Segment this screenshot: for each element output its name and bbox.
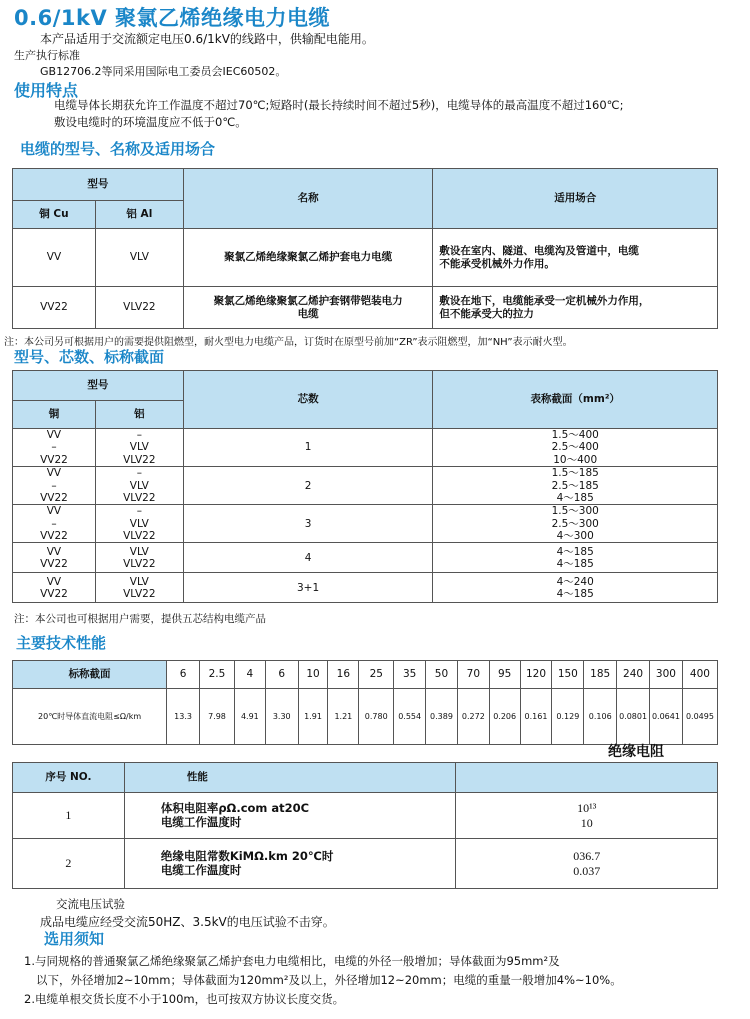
resistance-cell: 7.98 (200, 689, 235, 745)
resistance-cell: 4.91 (234, 689, 265, 745)
cell-cu: VV22 (13, 287, 96, 329)
section-cell: 95 (489, 661, 520, 689)
insulation-header-value (456, 763, 718, 793)
table-row (13, 467, 718, 505)
cell-cores: 4 (183, 543, 433, 573)
cell-cu: VV VV22 (13, 573, 96, 603)
table-row (13, 543, 718, 573)
tech-heading: 主要技术性能 (16, 634, 107, 652)
cell-cu: VV VV22 (13, 543, 96, 573)
models-heading: 电缆的型号、名称及适用场合 (20, 140, 216, 158)
cell-cores: 1 (183, 429, 433, 467)
section-cell: 400 (682, 661, 717, 689)
cell-value: 036.7 0.037 (456, 839, 718, 889)
cell-no: 1 (13, 793, 125, 839)
table-row (13, 429, 718, 467)
standard-text: GB12706.2等同采用国际电工委员会IEC60502。 (40, 65, 287, 78)
resistance-cell: 0.129 (552, 689, 584, 745)
models-header-cu: 铜 Cu (13, 201, 96, 229)
table-row (13, 793, 718, 839)
models-header-model: 型号 (13, 169, 184, 201)
cell-name: 聚氯乙烯绝缘聚氯乙烯护套电力电缆 (183, 229, 433, 287)
table-row (13, 229, 718, 287)
selection-line-2: 以下，外径增加2~10mm；导体截面为120mm²及以上，外径增加12~20mm；电缆的重量一般增加4%~10%。 (36, 973, 622, 987)
section-cell: 150 (552, 661, 584, 689)
resistance-cell: 1.91 (298, 689, 328, 745)
table-row (13, 505, 718, 543)
cell-perf: 绝缘电阻常数KiMΩ.km 20℃时 电缆工作温度时 (124, 839, 456, 889)
cell-sections: 1.5～185 2.5～185 4～185 (433, 467, 718, 505)
page-title: 0.6/1kV 聚氯乙烯绝缘电力电缆 (14, 6, 331, 30)
models-header-name: 名称 (183, 169, 433, 229)
cell-perf: 体积电阻率ρΩ.com at20C 电缆工作温度时 (124, 793, 456, 839)
cell-use: 敷设在室内、隧道、电缆沟及管道中，电缆 不能承受机械外力作用。 (433, 229, 718, 287)
cell-sections: 4～185 4～185 (433, 543, 718, 573)
cell-al: VLV VLV22 (95, 573, 183, 603)
cell-cu: VV (13, 229, 96, 287)
section-cell: 185 (584, 661, 617, 689)
cell-cu: VV – VV22 (13, 467, 96, 505)
cell-al: – VLV VLV22 (95, 467, 183, 505)
section-cell: 240 (617, 661, 650, 689)
cell-cores: 3+1 (183, 573, 433, 603)
cores-header-cores: 芯数 (183, 371, 433, 429)
insulation-header-perf: 性能 (124, 763, 456, 793)
cell-use: 敷设在地下，电缆能承受一定机械外力作用， 但不能承受大的拉力 (433, 287, 718, 329)
models-table (12, 168, 718, 329)
cores-note: 注：本公司也可根据用户需要，提供五芯结构电缆产品 (14, 613, 266, 625)
resistance-cell: 0.206 (489, 689, 520, 745)
section-cell: 300 (650, 661, 683, 689)
cell-al: VLV22 (95, 287, 183, 329)
cell-no: 2 (13, 839, 125, 889)
cell-al: VLV VLV22 (95, 543, 183, 573)
resistance-cell: 0.554 (394, 689, 426, 745)
selection-line-1: 1.与同规格的普通聚氯乙烯绝缘聚氯乙烯护套电力电缆相比，电缆的外径一般增加；导体截面为95mm²及 (24, 954, 560, 968)
section-cell: 2.5 (200, 661, 235, 689)
section-cell: 70 (457, 661, 489, 689)
cores-header-section: 表称截面（mm²） (433, 371, 718, 429)
section-cell: 35 (394, 661, 426, 689)
resistance-cell: 0.0495 (682, 689, 717, 745)
cell-cores: 3 (183, 505, 433, 543)
models-header-use: 适用场合 (433, 169, 718, 229)
tech-row-label: 20℃时导体直流电阻≤Ω/km (13, 689, 167, 745)
resistance-cell: 3.30 (265, 689, 298, 745)
ac-test-label: 交流电压试验 (56, 897, 125, 911)
section-cell: 6 (167, 661, 200, 689)
cell-sections: 1.5～400 2.5～400 10～400 (433, 429, 718, 467)
models-header-al: 铝 Al (95, 201, 183, 229)
resistance-cell: 0.0801 (617, 689, 650, 745)
table-row (13, 287, 718, 329)
cores-table (12, 370, 718, 603)
insulation-header-no: 序号 NO. (13, 763, 125, 793)
usage-line-1: 电缆导体长期获允许工作温度不超过70℃;短路时(最长持续时间不超过5秒)，电缆导体的最高温度不超过160℃; (54, 98, 624, 112)
insulation-table (12, 762, 718, 889)
standard-label: 生产执行标准 (14, 49, 80, 62)
resistance-cell: 0.161 (520, 689, 552, 745)
tech-header-label: 标称截面 (13, 661, 167, 689)
cell-cores: 2 (183, 467, 433, 505)
usage-line-2: 敷设电缆时的环境温度应不低于0℃。 (54, 115, 247, 129)
resistance-cell: 0.106 (584, 689, 617, 745)
cores-header-model: 型号 (13, 371, 184, 401)
resistance-cell: 1.21 (328, 689, 359, 745)
resistance-cell: 0.780 (359, 689, 394, 745)
table-row (13, 573, 718, 603)
resistance-cell: 0.389 (426, 689, 458, 745)
cores-header-al: 铝 (95, 401, 183, 429)
resistance-cell: 0.0641 (650, 689, 683, 745)
section-cell: 120 (520, 661, 552, 689)
cores-header-cu: 铜 (13, 401, 96, 429)
insulation-heading: 绝缘电阻 (608, 744, 664, 760)
selection-line-3: 2.电缆单根交货长度不小于100m，也可按双方协议长度交货。 (24, 992, 345, 1006)
section-cell: 50 (426, 661, 458, 689)
resistance-cell: 0.272 (457, 689, 489, 745)
cell-value: 10¹³ 10 (456, 793, 718, 839)
section-cell: 4 (234, 661, 265, 689)
cell-sections: 4～240 4～185 (433, 573, 718, 603)
cell-cu: VV – VV22 (13, 429, 96, 467)
cell-cu: VV – VV22 (13, 505, 96, 543)
table-row (13, 839, 718, 889)
models-note: 注：本公司另可根据用户的需要提供阻燃型，耐火型电力电缆产品，订货时在原型号前加“ZR”表示阻燃型，加“NH”表示耐火型。 (4, 337, 573, 348)
tech-table (12, 660, 718, 745)
section-cell: 25 (359, 661, 394, 689)
cell-name: 聚氯乙烯绝缘聚氯乙烯护套钢带铠装电力 电缆 (183, 287, 433, 329)
cores-heading: 型号、芯数、标称截面 (14, 348, 165, 366)
cell-al: – VLV VLV22 (95, 429, 183, 467)
section-cell: 16 (328, 661, 359, 689)
cell-al: VLV (95, 229, 183, 287)
resistance-cell: 13.3 (167, 689, 200, 745)
cell-al: – VLV VLV22 (95, 505, 183, 543)
cell-sections: 1.5～300 2.5～300 4～300 (433, 505, 718, 543)
section-cell: 10 (298, 661, 328, 689)
selection-heading: 选用须知 (44, 930, 105, 948)
usage-heading: 使用特点 (14, 81, 79, 100)
intro-text: 本产品适用于交流额定电压0.6/1kV的线路中，供输配电能用。 (40, 32, 374, 46)
ac-test-text: 成品电缆应经受交流50HZ、3.5kV的电压试验不击穿。 (40, 915, 335, 929)
section-cell: 6 (265, 661, 298, 689)
